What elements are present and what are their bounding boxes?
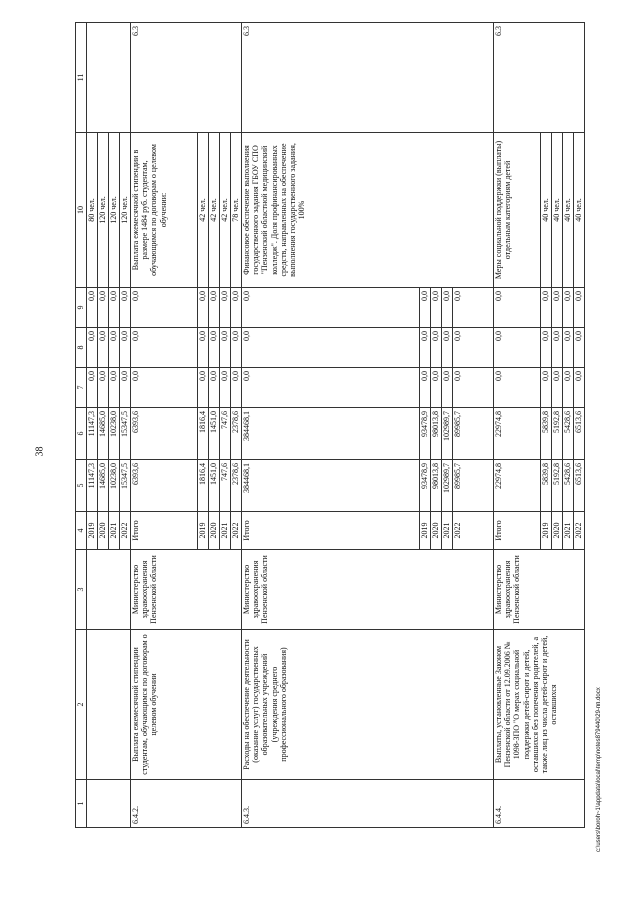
cell-value: 93478,9: [420, 460, 431, 512]
cell-year: 2019: [541, 512, 552, 550]
cell-ref: [87, 23, 131, 133]
cell-year: 2021: [109, 512, 120, 550]
table-row: [494, 23, 541, 828]
cell-name: Выплата ежемесячной стипендии студентам, обучающимся по договорам о целевом обучении: [131, 630, 242, 780]
cell-value: 0,0: [563, 288, 574, 328]
cell-org: Министерство здравоохранения Пензенской области: [131, 550, 242, 630]
cell-value: 0,0: [563, 368, 574, 408]
cell-value: 5428,6: [563, 460, 574, 512]
rotated-table-container: [75, 23, 585, 828]
cell-year: 2022: [453, 512, 494, 550]
cell-indicator: 40 чел.: [552, 133, 563, 288]
cell-value: 0,0: [431, 288, 442, 328]
cell-value: 5839,8: [541, 460, 552, 512]
cell-value: 0,0: [453, 368, 494, 408]
cell-value: 0,0: [242, 328, 420, 368]
cell-year: 2019: [198, 512, 209, 550]
column-number-row: [76, 23, 87, 828]
cell-value: 6513,6: [574, 460, 585, 512]
cell-value: 0,0: [98, 328, 109, 368]
program-table: [75, 22, 585, 828]
cell-year: 2021: [220, 512, 231, 550]
cell-value: 0,0: [431, 368, 442, 408]
cell-year: 2020: [98, 512, 109, 550]
cell-value: 2378,6: [231, 460, 242, 512]
col-header: 8: [76, 328, 87, 368]
cell-code: 6.4.2.: [131, 780, 242, 828]
cell-year: 2022: [231, 512, 242, 550]
cell-value: 0,0: [209, 328, 220, 368]
cell-value: 2378,6: [231, 408, 242, 460]
cell-value: 0,0: [494, 328, 541, 368]
col-header: 9: [76, 288, 87, 328]
cell-indicator: 42 чел.: [209, 133, 220, 288]
cell-year: 2021: [563, 512, 574, 550]
cell-value: 0,0: [220, 328, 231, 368]
cell-year: 2019: [420, 512, 431, 550]
cell-value: 98013,8: [431, 460, 442, 512]
cell-value: 0,0: [109, 288, 120, 328]
cell-value: 0,0: [442, 328, 453, 368]
cell-org: Министерство здравоохранения Пензенской области: [242, 550, 494, 630]
cell-value: 102989,7: [442, 408, 453, 460]
cell-org: [87, 550, 131, 630]
cell-value: 384468,1: [242, 408, 420, 460]
cell-org: Министерство здравоохранения Пензенской области: [494, 550, 585, 630]
cell-name: Выплаты, установленные Законом Пензенской области от 12.09.2006 № 1098-ЗПО "О мерах социальной поддержки детей-сирот и детей, оставшихся без попечения родителей, а также лиц из числа детей-сирот и детей, оставшихся: [494, 630, 585, 780]
cell-indicator: 40 чел.: [574, 133, 585, 288]
cell-value: 0,0: [541, 288, 552, 328]
cell-value: 98013,8: [431, 408, 442, 460]
cell-indicator: Меры социальной поддержки (выплаты) отдельным категориям детей: [494, 133, 541, 288]
col-header: 1: [76, 780, 87, 828]
cell-value: 89985,7: [453, 460, 494, 512]
cell-value: 0,0: [231, 288, 242, 328]
footer-file-path: c:\users\boroh~1\appdata\local\temp\notes879440\29-пп.docx: [596, 687, 602, 852]
cell-value: 0,0: [242, 288, 420, 328]
cell-value: 11147,3: [87, 460, 98, 512]
cell-value: 0,0: [98, 368, 109, 408]
cell-value: 0,0: [494, 368, 541, 408]
cell-name: [87, 630, 131, 780]
cell-value: 0,0: [220, 288, 231, 328]
cell-value: 747,6: [220, 408, 231, 460]
cell-indicator: 40 чел.: [563, 133, 574, 288]
cell-indicator: 120 чел.: [98, 133, 109, 288]
cell-value: 6393,6: [131, 408, 198, 460]
cell-value: 0,0: [453, 328, 494, 368]
cell-value: 22974,8: [494, 408, 541, 460]
col-header: 4: [76, 512, 87, 550]
cell-value: 1451,0: [209, 460, 220, 512]
cell-value: 0,0: [420, 288, 431, 328]
cell-ref: 6.3: [242, 23, 494, 133]
cell-value: 747,6: [220, 460, 231, 512]
cell-value: 0,0: [494, 288, 541, 328]
cell-indicator: Выплата ежемесячной стипендии в размере 1484 руб. студентам, обучающимся по договорам о целевом обучении:: [131, 133, 198, 288]
cell-value: 0,0: [552, 288, 563, 328]
cell-indicator: 42 чел.: [198, 133, 209, 288]
cell-value: 0,0: [120, 288, 131, 328]
cell-indicator: 40 чел.: [541, 133, 552, 288]
cell-value: 14685,0: [98, 460, 109, 512]
cell-value: 0,0: [198, 328, 209, 368]
cell-value: 1816,4: [198, 460, 209, 512]
cell-value: 0,0: [442, 368, 453, 408]
cell-year: 2020: [209, 512, 220, 550]
cell-value: 102989,7: [442, 460, 453, 512]
cell-value: 1451,0: [209, 408, 220, 460]
cell-value: 0,0: [87, 368, 98, 408]
cell-total-label: Итого: [494, 512, 541, 550]
cell-indicator: 120 чел.: [109, 133, 120, 288]
cell-value: 0,0: [220, 368, 231, 408]
cell-value: 0,0: [87, 328, 98, 368]
cell-value: 5192,8: [552, 408, 563, 460]
cell-indicator: 78 чел.: [231, 133, 242, 288]
cell-indicator: 42 чел.: [220, 133, 231, 288]
cell-value: 0,0: [574, 328, 585, 368]
cell-ref: 6.3: [494, 23, 585, 133]
cell-value: 5839,8: [541, 408, 552, 460]
cell-value: 0,0: [87, 288, 98, 328]
cell-value: 0,0: [574, 368, 585, 408]
cell-year: 2020: [431, 512, 442, 550]
cell-total-label: Итого: [131, 512, 198, 550]
col-header: 3: [76, 550, 87, 630]
cell-value: 0,0: [198, 288, 209, 328]
cell-year: 2021: [442, 512, 453, 550]
cell-ref: 6.3: [131, 23, 242, 133]
cell-value: 0,0: [242, 368, 420, 408]
cell-value: 0,0: [231, 328, 242, 368]
col-header: 10: [76, 133, 87, 288]
cell-year: 2022: [574, 512, 585, 550]
cell-year: 2022: [120, 512, 131, 550]
cell-value: 5192,8: [552, 460, 563, 512]
cell-value: 0,0: [109, 368, 120, 408]
cell-value: 0,0: [552, 328, 563, 368]
cell-value: 0,0: [431, 328, 442, 368]
cell-value: 15347,5: [120, 408, 131, 460]
cell-indicator: 80 чел.: [87, 133, 98, 288]
cell-value: 93478,9: [420, 408, 431, 460]
cell-value: 5428,6: [563, 408, 574, 460]
cell-value: 0,0: [563, 328, 574, 368]
cell-value: 0,0: [541, 328, 552, 368]
cell-value: 0,0: [209, 288, 220, 328]
col-header: 7: [76, 368, 87, 408]
cell-value: 89985,7: [453, 408, 494, 460]
table-row: [242, 23, 420, 828]
cell-value: 0,0: [231, 368, 242, 408]
col-header: 11: [76, 23, 87, 133]
cell-value: 0,0: [541, 368, 552, 408]
cell-value: 11147,3: [87, 408, 98, 460]
col-header: 2: [76, 630, 87, 780]
cell-value: 22974,8: [494, 460, 541, 512]
cell-value: 0,0: [109, 328, 120, 368]
cell-indicator: Финансовое обеспечение выполнения государственного задания ГБОУ СПО "Пензенский областной медицинский колледж". Доля профинансированных средств, направленных на обеспечение выполнения государственного задания, 100%: [242, 133, 494, 288]
cell-value: 0,0: [453, 288, 494, 328]
cell-name: Расходы на обеспечение деятельности (оказание услуг) государственных образовательных учреждений (учреждения среднего профессионального образования): [242, 630, 494, 780]
cell-value: 0,0: [420, 368, 431, 408]
table-row: [87, 23, 98, 828]
col-header: 6: [76, 408, 87, 460]
cell-total-label: Итого: [242, 512, 420, 550]
cell-year: 2020: [552, 512, 563, 550]
cell-value: 14685,0: [98, 408, 109, 460]
cell-value: 0,0: [442, 288, 453, 328]
cell-code: 6.4.4.: [494, 780, 585, 828]
cell-value: 0,0: [198, 368, 209, 408]
cell-value: 0,0: [209, 368, 220, 408]
cell-value: 6513,6: [574, 408, 585, 460]
cell-value: 0,0: [120, 368, 131, 408]
cell-value: 0,0: [574, 288, 585, 328]
cell-value: 0,0: [131, 368, 198, 408]
cell-code: 6.4.3.: [242, 780, 494, 828]
cell-indicator: 120 чел.: [120, 133, 131, 288]
cell-value: 0,0: [131, 288, 198, 328]
cell-value: 0,0: [552, 368, 563, 408]
cell-value: 0,0: [98, 288, 109, 328]
cell-value: 15347,5: [120, 460, 131, 512]
cell-year: 2019: [87, 512, 98, 550]
cell-value: 1816,4: [198, 408, 209, 460]
col-header: 5: [76, 460, 87, 512]
cell-value: 6393,6: [131, 460, 198, 512]
cell-value: 0,0: [120, 328, 131, 368]
cell-code: [87, 780, 131, 828]
cell-value: 10238,0: [109, 460, 120, 512]
table-row: [131, 23, 198, 828]
cell-value: 10238,0: [109, 408, 120, 460]
cell-value: 0,0: [131, 328, 198, 368]
cell-value: 384468,1: [242, 460, 420, 512]
cell-value: 0,0: [420, 328, 431, 368]
page-number: 38: [34, 446, 46, 457]
